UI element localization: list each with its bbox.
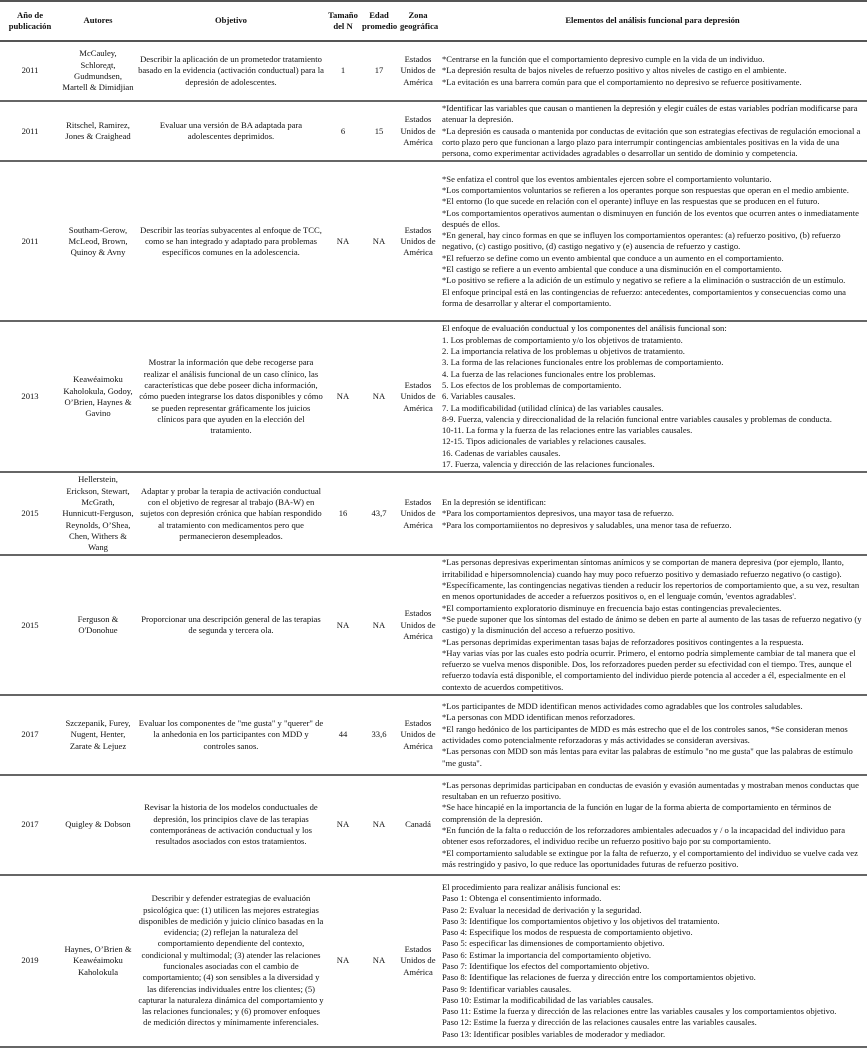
objective-cell: Evaluar los componentes de "me gusta" y "querer" de la anhedonia en los participantes con MDD y controles sanos. [136, 695, 326, 775]
element-line: *La evitación es una barrera común para que el comportamiento no depresivo se refuerce positivamente. [442, 76, 802, 87]
element-line: Paso 6: Estimar la importancia del comportamiento objetivo. [442, 949, 652, 960]
objective-cell: Adaptar y probar la terapia de activación conductual con el objetivo de regresar al trabajo (BA-W) en sujetos con depresión crónica que habían respondido al tratamiento con medicamentos pero que permanecieron desempleados. [136, 472, 326, 555]
element-line: Paso 3: Identifique los comportamientos objetivo y los objetivos del tratamiento. [442, 915, 720, 926]
elements-cell [438, 775, 867, 875]
element-line: *Identificar las variables que causan o mantienen la depresión y elegir cuáles de estas variables podrían modificarse para atenuar la depresión. [442, 103, 858, 125]
table-row [0, 472, 867, 555]
element-line: *Lo positivo se refiere a la adición de un estímulo y negativo se refiere a la eliminación o sustracción de un estímulo. [442, 275, 846, 286]
zone-cell: Estados Unidos de América [398, 161, 438, 321]
element-line: 17. Fuerza, valencia y dirección de las relaciones funcionales. [442, 459, 655, 470]
objective-cell: Mostrar la información que debe recogerse para realizar el análisis funcional de un caso clínico, las características que debe poseer dicha información, cómo pueden integrarse los datos disponibles y cómo se pueden representar gráficamente los juicios clínicos para que ayuden en la elección del tratamiento. [136, 321, 326, 472]
year-cell: 2011 [0, 41, 60, 101]
objective-cell: Revisar la historia de los modelos conductuales de depresión, los principios clave de las terapias contemporáneas de activación conductual y los resultados asociados con estos tratamientos. [136, 775, 326, 875]
element-line: El enfoque de evaluación conductual y los componentes del análisis funcional son: [442, 323, 727, 334]
header-objective: Objetivo [136, 1, 326, 41]
element-line: Paso 10: Estimar la modificabilidad de las variables causales. [442, 994, 654, 1005]
table-row [0, 41, 867, 101]
header-authors: Autores [60, 1, 136, 41]
elements-cell [438, 695, 867, 775]
year-cell: 2017 [0, 695, 60, 775]
year-cell: 2011 [0, 101, 60, 161]
element-line: Paso 2: Evaluar la necesidad de derivación y la seguridad. [442, 904, 642, 915]
table-row [0, 101, 867, 161]
zone-cell: Estados Unidos de América [398, 101, 438, 161]
element-line: Paso 7: Identifique los efectos del comportamiento objetivo. [442, 960, 650, 971]
element-line: 7. La modificabilidad (utilidad clínica) de las variables causales. [442, 402, 664, 413]
element-line: *Específicamente, las contingencias negativas tienden a reducir los repertorios de comportamiento que, a su vez, resultan en menos oportunidades de acceder a refuerzos positivos o, en el lenguaje común, 'eventos agradables'. [442, 580, 860, 602]
element-line: 5. Los efectos de los problemas de comportamiento. [442, 379, 622, 390]
header-elements: Elementos del análisis funcional para depresión [438, 1, 867, 41]
elements-cell [438, 555, 867, 695]
element-line: *En función de la falta o reducción de los reforzadores ambientales adecuados y / o la incapacidad del individuo para obtener esos reforzadores, el individuo recibe un refuerzo positivo bajo por su comportamiento. [442, 824, 846, 847]
objective-cell: Evaluar una versión de BA adaptada para adolescentes deprimidos. [136, 101, 326, 161]
table-row [0, 321, 867, 472]
objective-cell: Proporcionar una descripción general de las terapias de segunda y tercera ola. [136, 555, 326, 695]
element-line: Paso 5: especificar las dimensiones de comportamiento objetivo. [442, 938, 665, 949]
element-line: Paso 1: Obtenga el consentimiento informado. [442, 893, 602, 904]
authors-cell: Haynes, O’Brien & Keawéaimoku Kaholokula [60, 875, 136, 1047]
zone-cell: Estados Unidos de América [398, 875, 438, 1047]
element-line: *Hay varias vías por las cuales esto podría ocurrir. Primero, el entorno podría simplemente cambiar de tal manera que el refuerzo se vuelva menos disponible. Dos, los reforzadores pueden perder su efectividad con el tiempo. Tres, aunque el refuerzo todavía está disponible, el comportamiento del individuo pierde potencia al acceder a él, especialmente en el contexto de acuerdos competitivos. [442, 647, 856, 692]
authors-cell: Hellerstein, Erickson, Stewart, McGrath, Hunnicutt-Ferguson, Reynolds, O’Shea, Chen, Withers & Wang [60, 472, 136, 555]
element-line: *La depresión es causada o mantenida por conductas de evitación que son estrategias efectivas de regulación emocional a corto plazo pero que funcionan a largo plazo para interrumpir contingencias ambientales positivas en la vida de una persona, como experimentar actividades agradables o desarrollar un sentido de dominio y competencia. [442, 125, 861, 159]
year-cell: 2015 [0, 555, 60, 695]
objective-cell: Describir y defender estrategias de evaluación psicológica que: (1) utilicen las mejores estrategias disponibles de medición y juicio clínico basadas en la evidencia; (2) reflejan la naturaleza del comportamiento dependiente del contexto, condicional y multimodal; (3) atender las relaciones funcionales asociadas con el cambio de comportamiento; (4) son sensibles a la diversidad y las diferencias individuales entre los clientes; (5) capturar la naturaleza dinámica del comportamiento y las relaciones funcionales; y (6) promover enfoques de medición directos y mínimamente inferenciales. [136, 875, 326, 1047]
element-line: 4. La fuerza de las relaciones funcionales entre los problemas. [442, 368, 656, 379]
sample-size-cell: NA [326, 875, 360, 1047]
elements-cell [438, 321, 867, 472]
table-row [0, 555, 867, 695]
elements-cell [438, 875, 867, 1047]
element-line: *Para los comportamientos depresivos, una mayor tasa de refuerzo. [442, 508, 674, 519]
element-line: Paso 9: Identificar variables causales. [442, 983, 572, 994]
element-line: 10-11. La forma y la fuerza de las relaciones entre las variables causales. [442, 425, 693, 436]
element-line: *Para los comportamiientos no depresivos y saludables, una menor tasa de refuerzo. [442, 519, 732, 530]
element-line: *El rango hedónico de los participantes de MDD es más estrecho que el de los controles sanos, *Se consideran menos actividades como potencialmente reforzadoras y más actividades se consideran aversivas. [442, 723, 848, 745]
authors-cell: Southam-Gerow, McLeod, Brown, Quinoy & Avny [60, 161, 136, 321]
element-line: El procedimiento para realizar análisis funcional es: [442, 881, 621, 892]
element-line: 12-15. Tipos adicionales de variables y relaciones causales. [442, 436, 647, 447]
element-line: *El refuerzo se define como un evento ambiental que conduce a un aumento en el comportamiento. [442, 252, 784, 263]
element-line: 8-9. Fuerza, valencia y direccionalidad de la relación funcional entre variables causales y problemas de conducta. [442, 413, 832, 424]
mean-age-cell: 43,7 [360, 472, 398, 555]
element-line: Paso 8: Identifique las relaciones de fuerza y dirección entre los comportamientos objetivo. [442, 972, 756, 983]
table-body [0, 41, 867, 1047]
element-line: Paso 12: Estime la fuerza y dirección de las relaciones causales entre las variables causales. [442, 1017, 757, 1028]
element-line: *Las personas depresivas experimentan síntomas anímicos y se comportan de manera depresiva (por ejemplo, llanto, irritabilidad e hipersomnolencia) cuando hay muy poco refuerzo positivo y demasiado refuerzo negativo (o castigo). [442, 557, 844, 579]
element-line: *Se enfatiza el control que los eventos ambientales ejercen sobre el comportamiento voluntario. [442, 173, 772, 184]
authors-cell: Quigley & Dobson [60, 775, 136, 875]
element-line: *Las personas deprimidas participaban en conductas de evasión y evasión aumentadas y mostraban menos conductas que resultaban en un refuerzo positivo. [442, 779, 859, 802]
element-line: En la depresión se identifican: [442, 496, 547, 507]
authors-cell: Szczepanik, Furey, Nugent, Henter, Zarate & Lejuez [60, 695, 136, 775]
mean-age-cell: NA [360, 775, 398, 875]
table-row [0, 161, 867, 321]
element-line: 1. Los problemas de comportamiento y/o los objetivos de tratamiento. [442, 334, 683, 345]
objective-cell: Describir la aplicación de un prometedor tratamiento basado en la evidencia (activación conductual) para la depresión de adolescentes. [136, 41, 326, 101]
mean-age-cell: NA [360, 555, 398, 695]
elements-cell [438, 41, 867, 101]
element-line: *Las personas deprimidas experimentan tasas bajas de reforzadores positivos contingentes a la respuesta. [442, 636, 804, 647]
authors-cell: Ferguson & O'Donohue [60, 555, 136, 695]
element-line: Paso 13: Identificar posibles variables de moderador y mediador. [442, 1028, 666, 1039]
sample-size-cell: 6 [326, 101, 360, 161]
sample-size-cell: NA [326, 555, 360, 695]
element-line: *Se puede suponer que los síntomas del estado de ánimo se deben en parte al aumento de las tasas de refuerzo negativo (y castigo) y la disminución del acceso a refuerzo positivo. [442, 613, 862, 636]
authors-cell: Keawéaimoku Kaholokula, Godoy, O’Brien, Haynes & Gavino [60, 321, 136, 472]
elements-cell [438, 161, 867, 321]
elements-cell [438, 472, 867, 555]
mean-age-cell: NA [360, 161, 398, 321]
element-line: 6. Variables causales. [442, 391, 516, 402]
sample-size-cell: 1 [326, 41, 360, 101]
header-year: Año de publicación [0, 1, 60, 41]
mean-age-cell: 15 [360, 101, 398, 161]
zone-cell: Estados Unidos de América [398, 472, 438, 555]
element-line: *Los participantes de MDD identifican menos actividades como agradables que los controles saludables. [442, 701, 803, 712]
sample-size-cell: NA [326, 775, 360, 875]
header-zone: Zona geográfica [398, 1, 438, 41]
element-line: 16. Cadenas de variables causales. [442, 447, 561, 458]
element-line: *La depresión resulta de bajos niveles de refuerzo positivo y altos niveles de castigo en el ambiente. [442, 65, 787, 76]
element-line: *Las personas con MDD son más lentas para evitar las palabras de estímulo "no me gusta" que las palabras de estímulo "me gusta". [442, 746, 853, 768]
objective-cell: Describir las teorías subyacentes al enfoque de TCC, como se han integrado y adaptado para problemas específicos comunes en la adolescencia. [136, 161, 326, 321]
sample-size-cell: 44 [326, 695, 360, 775]
year-cell: 2013 [0, 321, 60, 472]
element-line: Paso 4: Especifique los modos de respuesta de comportamiento objetivo. [442, 927, 693, 938]
element-line: 3. La forma de las relaciones funcionales entre los problemas de comportamiento. [442, 357, 724, 368]
mean-age-cell: 17 [360, 41, 398, 101]
element-line: *El comportamiento exploratorio disminuye en frecuencia bajo estas contingencias prevalecientes. [442, 602, 782, 613]
sample-size-cell: 16 [326, 472, 360, 555]
element-line: *Los comportamientos operativos aumentan o disminuyen en función de los eventos que ocurren antes o inmediatamente después de ellos. [442, 207, 859, 229]
zone-cell: Canadá [398, 775, 438, 875]
authors-cell: McCauley, Schlorедt, Gudmundsen, Martell & Dimidjian [60, 41, 136, 101]
zone-cell: Estados Unidos de América [398, 695, 438, 775]
year-cell: 2017 [0, 775, 60, 875]
year-cell: 2019 [0, 875, 60, 1047]
mean-age-cell: NA [360, 321, 398, 472]
zone-cell: Estados Unidos de América [398, 555, 438, 695]
element-line: *En general, hay cinco formas en que se influyen los comportamientos operantes: (a) refuerzo positivo, (b) refuerzo negativo, (c) castigo positivo, (d) castigo negativo y (e) ausencia de refuerzo y castigo. [442, 230, 841, 252]
year-cell: 2015 [0, 472, 60, 555]
year-cell: 2011 [0, 161, 60, 321]
table-row [0, 775, 867, 875]
element-line: *Los comportamientos voluntarios se refieren a los operantes porque son respuestas que operan en el medio ambiente. [442, 185, 849, 195]
element-line: 2. La importancia relativa de los problemas u objetivos de tratamiento. [442, 346, 685, 357]
element-line: *Se hace hincapié en la importancia de la función en lugar de la forma abierta de comportamiento en términos de comprensión de la depresión. [442, 802, 832, 824]
sample-size-cell: NA [326, 321, 360, 472]
element-line: *El comportamiento saludable se extingue por la falta de refuerzo, y el comportamiento del individuo se vuelve cada vez más restringido y pasivo, lo que reduce las oportunidades futuras de refuerzo positivo. [442, 847, 858, 869]
zone-cell: Estados Unidos de América [398, 41, 438, 101]
table-row [0, 695, 867, 775]
elements-cell [438, 101, 867, 161]
authors-cell: Ritschel, Ramirez, Jones & Craighead [60, 101, 136, 161]
zone-cell: Estados Unidos de América [398, 321, 438, 472]
element-line: *La personas con MDD identifican menos reforzadores. [442, 712, 636, 723]
element-line: El enfoque principal está en las contingencias de refuerzo: antecedentes, comportamientos y consecuencias como una forma de desarrollar y alterar el comportamiento. [442, 286, 846, 308]
table-header-row [0, 1, 867, 41]
header-mean-age: Edad promedio [360, 1, 398, 41]
header-sample-size: Tamaño del N [326, 1, 360, 41]
sample-size-cell: NA [326, 161, 360, 321]
element-line: Paso 11: Estime la fuerza y dirección de las relaciones entre las variables causales y los comportamientos objetivo. [442, 1006, 837, 1017]
table-row [0, 875, 867, 1047]
mean-age-cell: NA [360, 875, 398, 1047]
element-line: *El entorno (lo que sucede en relación con el operante) influye en las respuestas que se producen en el futuro. [442, 196, 820, 207]
element-line: *Centrarse en la función que el comportamiento depresivo cumple en la vida de un individuo. [442, 54, 765, 65]
mean-age-cell: 33,6 [360, 695, 398, 775]
element-line: *El castigo se refiere a un evento ambiental que conduce a una disminución en el comportamiento. [442, 264, 782, 275]
